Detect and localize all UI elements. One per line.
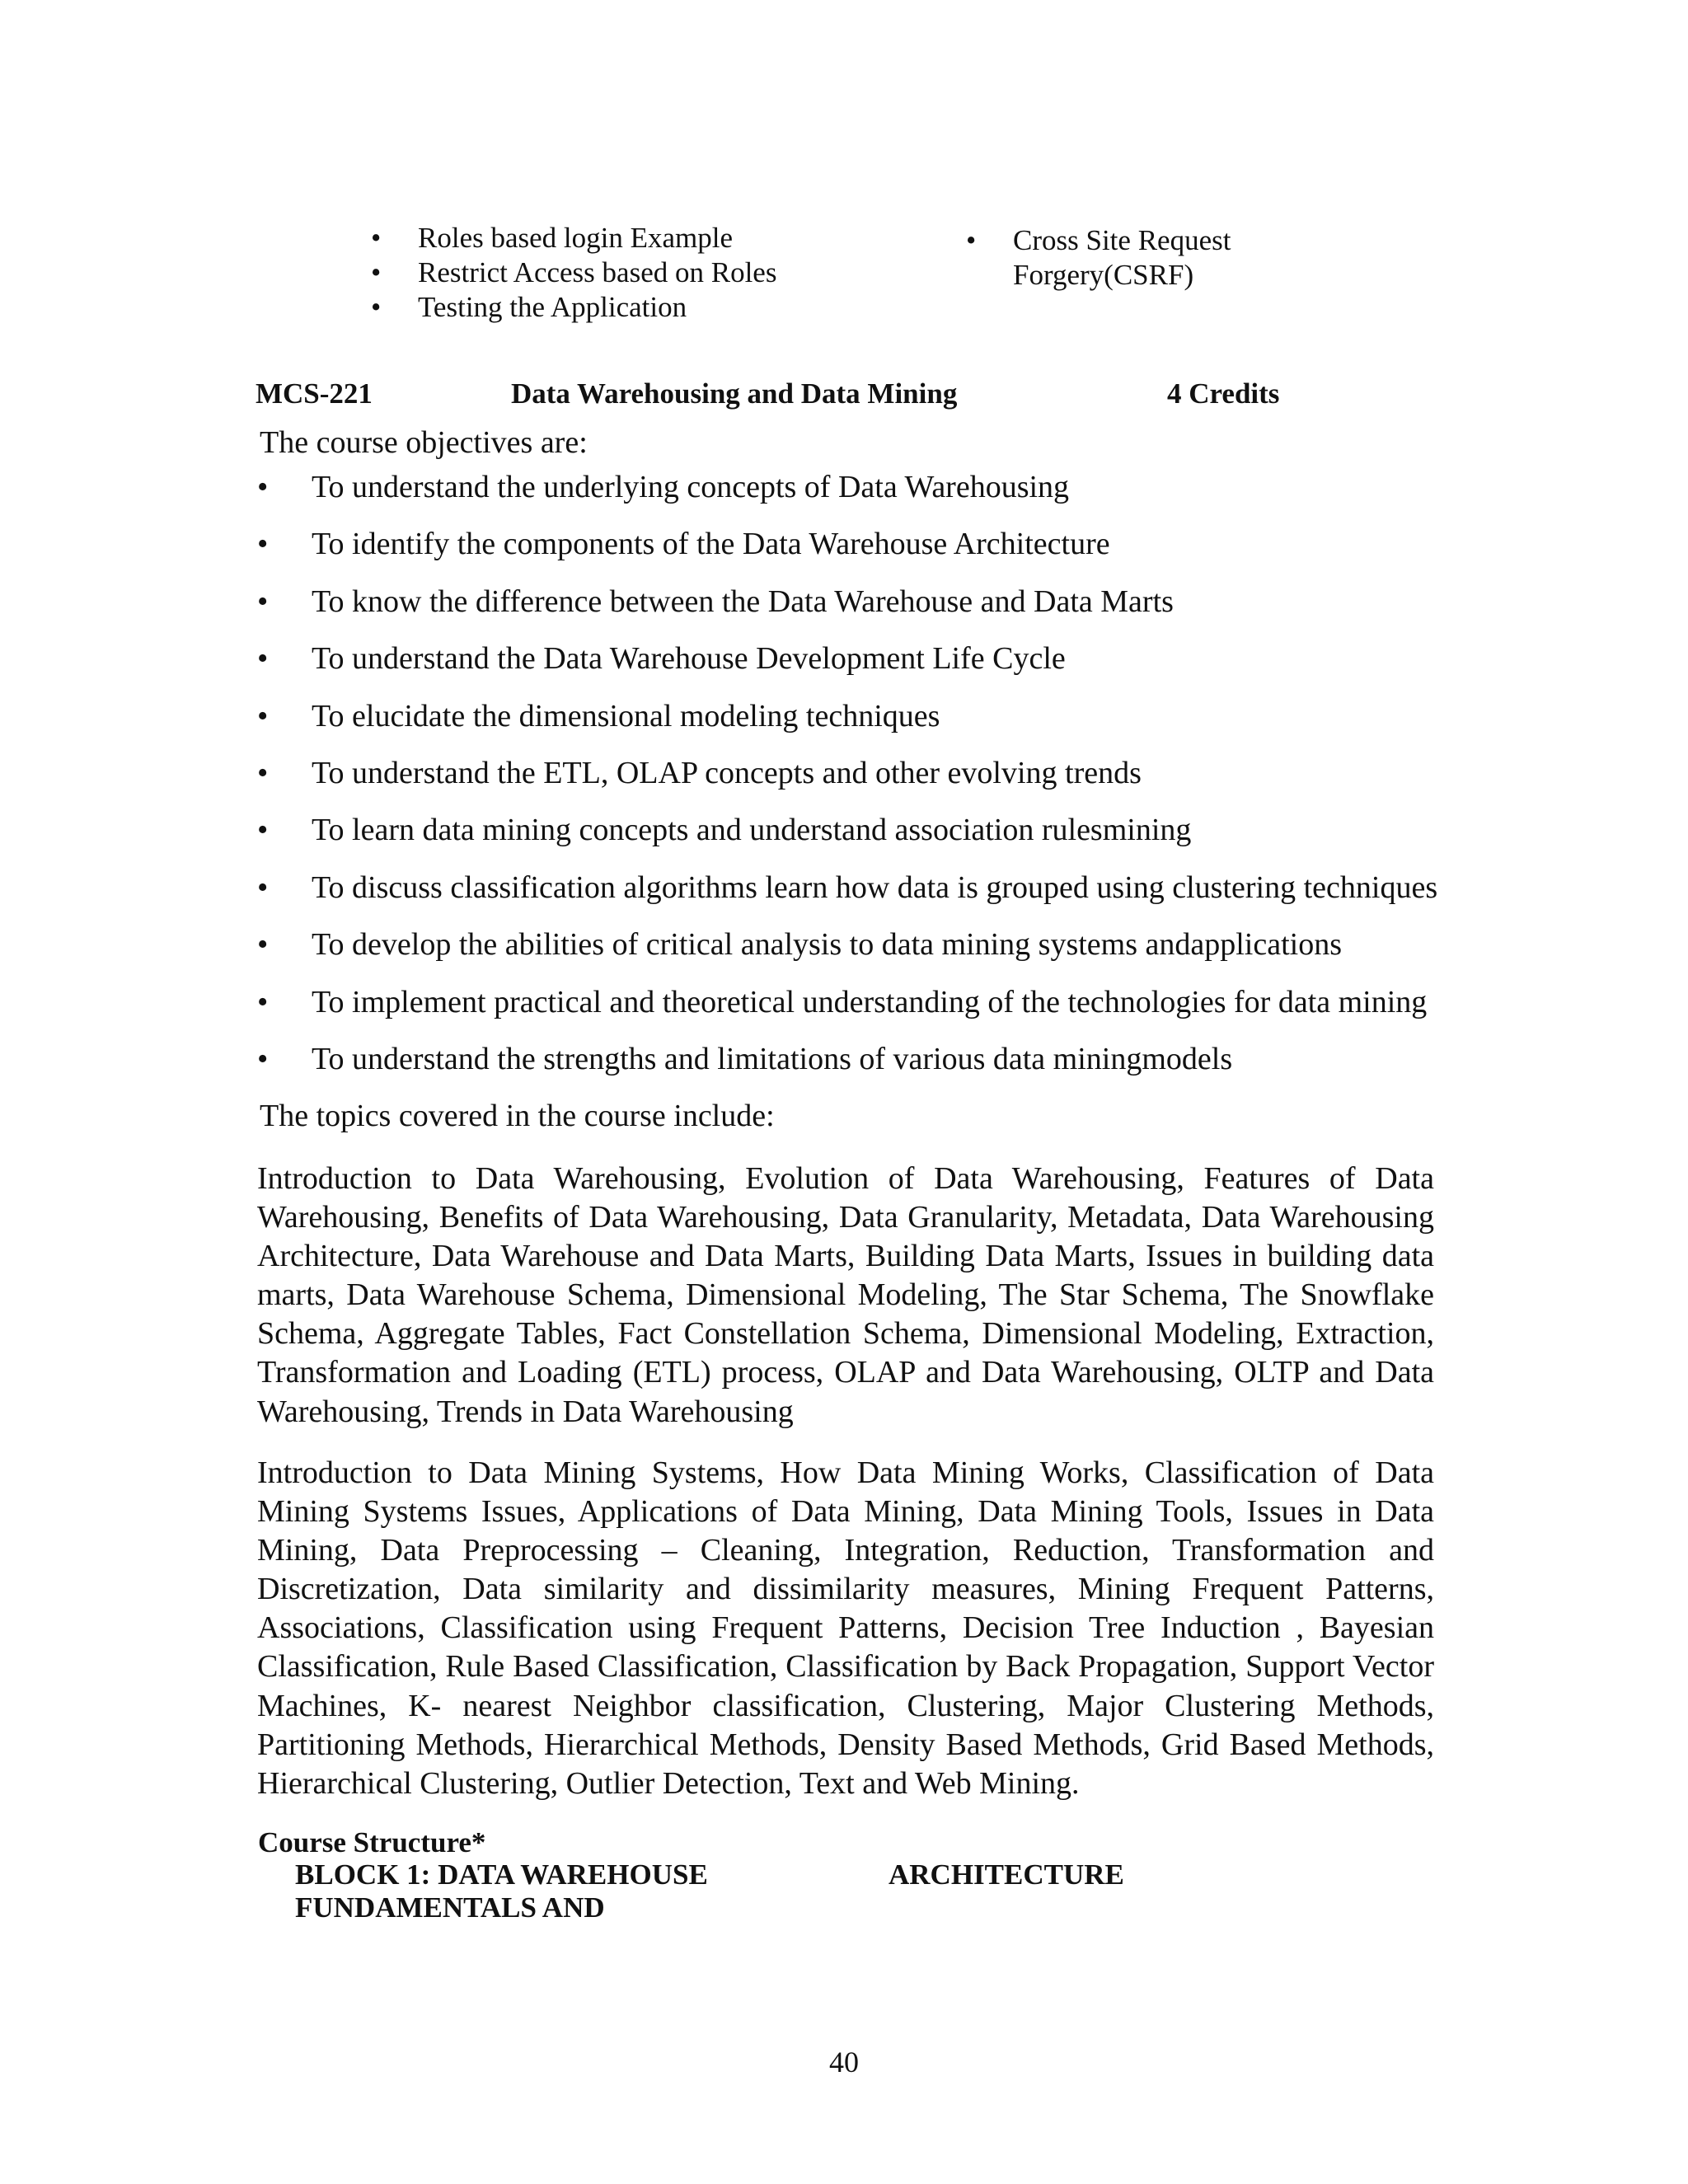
objective-item: • To identify the components of the Data Warehouse Architecture [257, 525, 1437, 582]
block1-title-line2: FUNDAMENTALS AND [295, 1891, 605, 1924]
top-list-left [371, 221, 776, 325]
objective-item: • To understand the ETL, OLAP concepts and other evolving trends [257, 754, 1437, 811]
list-item: • Cross Site Request Forgery(CSRF) [966, 223, 1329, 293]
list-item: • Testing the Application [371, 290, 776, 325]
objective-item: • To implement practical and theoretical understanding of the technologies for data mining [257, 983, 1437, 1040]
course-credits: 4 Credits [1167, 377, 1280, 410]
objective-item: • To understand the underlying concepts of Data Warehousing [257, 468, 1437, 525]
objective-item: • To learn data mining concepts and understand association rulesmining [257, 811, 1437, 868]
list-item: • Restrict Access based on Roles [371, 255, 776, 290]
topics-paragraph-mining: Introduction to Data Mining Systems, How Data Mining Works, Classification of Data Mining Systems Issues, Applications of Data Mining, Data Mining Tools, Issues in Data Mining, Data Preprocessing – Cleaning, Integration, Reduction, Transformation and Discretization, Data similarity and dissimilarity measures, Mining Frequent Patterns, Associations, Classification using Frequent Patterns, Decision Tree Induction , Bayesian Classification, Rule Based Classification, Classification by Back Propagation, Support Vector Machines, K- nearest Neighbor classification, Clustering, Major Clustering Methods, Partitioning Methods, Hierarchical Methods, Density Based Methods, Grid Based Methods, Hierarchical Clustering, Outlier Detection, Text and Web Mining. [257, 1455, 1434, 1801]
topics-paragraph-warehousing: Introduction to Data Warehousing, Evolution of Data Warehousing, Features of Data Warehousing, Benefits of Data Warehousing, Data Granularity, Metadata, Data Warehousing Architecture, Data Warehouse and Data Marts, Building Data Marts, Issues in building data marts, Data Warehouse Schema, Dimensional Modeling, The Star Schema, The Snowflake Schema, Aggregate Tables, Fact Constellation Schema, Dimensional Modeling, Extraction, Transformation and Loading (ETL) process, OLAP and Data Warehousing, OLTP and Data Warehousing, Trends in Data Warehousing [257, 1161, 1434, 1429]
objectives-list [257, 468, 1437, 1097]
course-title: Data Warehousing and Data Mining [511, 377, 958, 410]
course-code: MCS-221 [256, 377, 373, 410]
objective-item: • To elucidate the dimensional modeling techniques [257, 697, 1437, 754]
objective-item: • To know the difference between the Data Warehouse and Data Marts [257, 583, 1437, 640]
objective-item: • To understand the strengths and limitations of various data miningmodels [257, 1040, 1437, 1097]
objective-item: • To discuss classification algorithms learn how data is grouped using clustering techniques [257, 869, 1437, 926]
page-number: 40 [829, 2046, 859, 2079]
block1-title-right: ARCHITECTURE [889, 1858, 1124, 1891]
objective-item: • To understand the Data Warehouse Development Life Cycle [257, 640, 1437, 696]
top-list-right [966, 223, 1329, 293]
list-item: • Roles based login Example [371, 221, 776, 255]
course-structure-heading: Course Structure* [258, 1826, 486, 1858]
objectives-intro: The course objectives are: [260, 425, 588, 460]
topics-intro: The topics covered in the course include: [260, 1099, 775, 1133]
block1-title-line1: BLOCK 1: DATA WAREHOUSE [295, 1858, 708, 1891]
objective-item: • To develop the abilities of critical analysis to data mining systems andapplications [257, 926, 1437, 982]
